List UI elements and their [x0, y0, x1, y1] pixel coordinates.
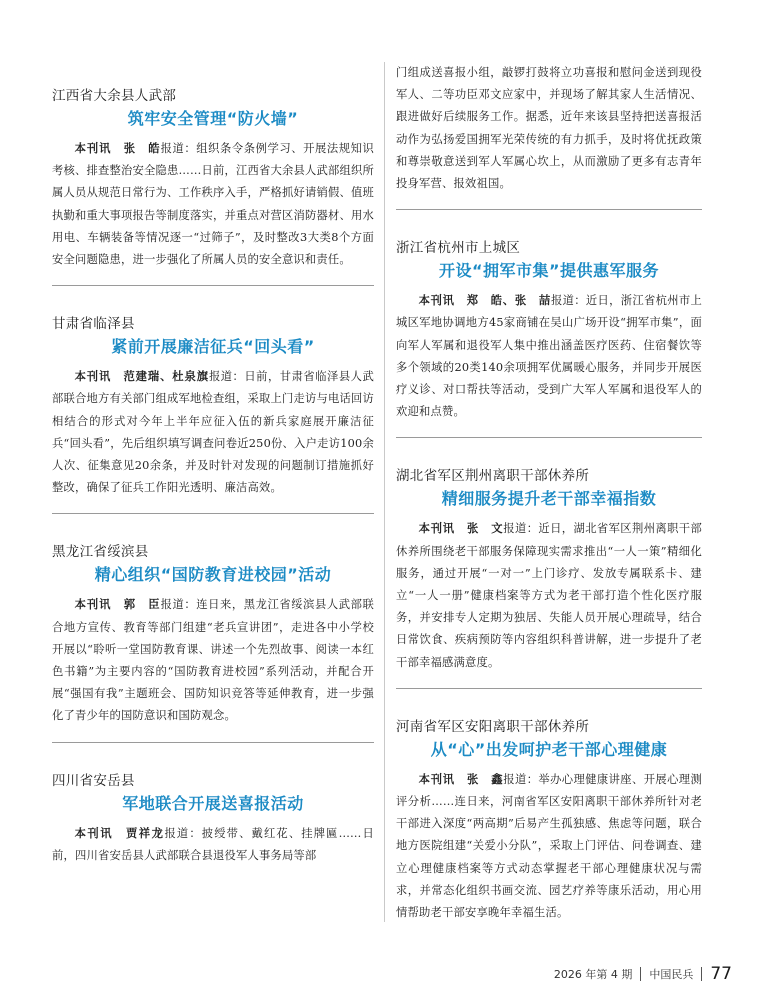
news-text-continued: 门组成送喜报小组，敲锣打鼓将立功喜报和慰问金送到现役军人、二等功臣邓文应家中，并现场了解其家人生活情况、跟进做好后续服务工作。据悉，近年来该县坚持把送喜报活动作为弘扬爱国拥军光荣传统的有力抓手，及时将优抚政策和尊崇敬意送到军人军属心坎上，从而激励了更多有志青年投身军营、报效祖国。: [396, 66, 702, 191]
news-byline: 本刊讯 郭 臣: [74, 598, 161, 612]
news-text: 报道：披绶带、戴红花、挂牌匾……日前，四川省安岳县人武部联合县退役军人事务局等部: [52, 826, 374, 862]
news-body: [52, 138, 374, 271]
news-separator: [52, 513, 374, 514]
news-item: [52, 72, 374, 271]
news-item: [52, 757, 374, 867]
news-body: [52, 366, 374, 499]
magazine-name: 中国民兵: [649, 968, 694, 981]
news-headline: 从“心”出发呵护老干部心理健康: [430, 739, 668, 759]
news-region: 湖北省军区荆州离职干部休养所: [396, 468, 590, 485]
left-column: [52, 62, 374, 867]
news-byline: 本刊讯 郑 皓、张 喆: [418, 294, 551, 308]
news-body: [52, 594, 374, 727]
news-body: [396, 290, 702, 423]
news-headline: 紧前开展廉洁征兵“回头看”: [111, 337, 315, 357]
footer-divider: [701, 967, 702, 981]
news-body: [52, 823, 374, 867]
news-region: 浙江省杭州市上城区: [396, 240, 521, 257]
news-text: 报道：连日来，黑龙江省绥滨县人武部联合地方宣传、教育等部门组建“老兵宣讲团”，走进各中小学校开展以“聆听一堂国防教育课、讲述一个先烈故事、阅读一本红色书籍”为主要内容的“国防教育进校园”系列活动，并配合开展“强国有我”主题班会、国防知识竞答等延伸教育，进一步强化了青少年的国防意识和国防观念。: [52, 598, 375, 723]
news-text: 报道：近日，浙江省杭州市上城区军地协调地方45家商铺在吴山广场开设“拥军市集”，面向军人军属和退役军人集中推出涵盖医疗医药、住宿餐饮等多个领域的20类140余项拥军优属暖心服务，并同步开展医疗义诊、对口帮扶等活动，受到广大军人军属和退役军人的欢迎和点赞。: [396, 294, 702, 419]
news-text: 报道：举办心理健康讲座、开展心理测评分析……连日来，河南省军区安阳离职干部休养所针对老干部进入深度“两高期”后易产生孤独感、焦虑等问题，联合地方医院组建“关爱小分队”，采取上门评估、问卷调查、建立心理健康档案等方式动态掌握老干部心理健康状况与需求，并常态化组织书画交流、园艺疗养等康乐活动，用心用情帮助老干部安享晚年幸福生活。: [396, 772, 702, 920]
news-headline: 筑牢安全管理“防火墙”: [127, 109, 299, 128]
news-byline: 本刊讯 张 鑫: [418, 772, 504, 786]
news-region: 黑龙江省绥滨县: [52, 544, 149, 561]
news-item-continued: [396, 62, 702, 195]
news-item: [396, 452, 702, 673]
issue-label: 2026 年第 4 期: [553, 968, 633, 981]
news-byline: 本刊讯 贾祥龙: [74, 826, 165, 840]
right-column: [396, 62, 702, 924]
news-headline: 军地联合开展送喜报活动: [122, 793, 304, 813]
news-body: [396, 518, 702, 673]
news-byline: 本刊讯 范建瑞、杜泉旗: [74, 370, 209, 384]
news-separator: [396, 688, 702, 689]
news-text: 报道：近日，湖北省军区荆州离职干部休养所围绕老干部服务保障现实需求推出“一人一策”精细化服务，通过开展“一对一”上门诊疗、发放专属联系卡、建立“一人一册”健康档案等方式为老干部打造个性化医疗服务，并安排专人定期为独居、失能人员开展心理疏导，结合日常饮食、疾病预防等内容组织科普讲解，进一步提升了老干部幸福感满意度。: [396, 522, 702, 669]
page-footer: [554, 963, 732, 985]
news-region: 江西省大余县人武部: [52, 88, 177, 104]
page-number: 77: [710, 964, 732, 984]
news-region: 四川省安岳县: [52, 772, 135, 789]
news-item: [52, 300, 374, 499]
news-headline: 精细服务提升老干部幸福指数: [441, 489, 657, 509]
news-item: [396, 224, 702, 423]
news-byline: 本刊讯 张 皓: [74, 142, 161, 155]
news-text: 报道：组织条令条例学习、开展法规知识考核、排查整治安全隐患……日前，江西省大余县人武部组织所属人员从规范日常行为、工作秩序入手，严格抓好请销假、值班执勤和重大事项报告等制度落实，并重点对营区消防器材、用水用电、车辆装备等情况逐一“过筛子”，及时整改3大类8个方面安全问题隐患，进一步强化了所属人员的安全意识和责任。: [52, 142, 375, 267]
news-text: 报道：日前，甘肃省临泽县人武部联合地方有关部门组成军地检查组，采取上门走访与电话回访相结合的形式对今年上半年应征入伍的新兵家庭展开廉洁征兵“回头看”，先后组织填写调查问卷近250份、入户走访100余人次、征集意见20余条，并及时针对发现的问题制订措施抓好整改，确保了征兵工作阳光透明、廉洁高效。: [52, 370, 374, 495]
news-separator: [396, 437, 702, 438]
news-body: [396, 769, 702, 924]
column-divider: [384, 62, 385, 922]
news-separator: [52, 285, 374, 286]
news-headline: 精心组织“国防教育进校园”活动: [94, 565, 332, 585]
news-byline: 本刊讯 张 文: [418, 522, 504, 536]
news-region: 河南省军区安阳离职干部休养所: [396, 718, 590, 735]
news-separator: [396, 209, 702, 210]
news-headline: 开设“拥军市集”提供惠军服务: [438, 261, 660, 281]
news-item: [52, 528, 374, 727]
news-region: 甘肃省临泽县: [52, 316, 135, 333]
news-item: [396, 703, 702, 924]
news-separator: [52, 742, 374, 743]
footer-divider: [640, 967, 641, 981]
